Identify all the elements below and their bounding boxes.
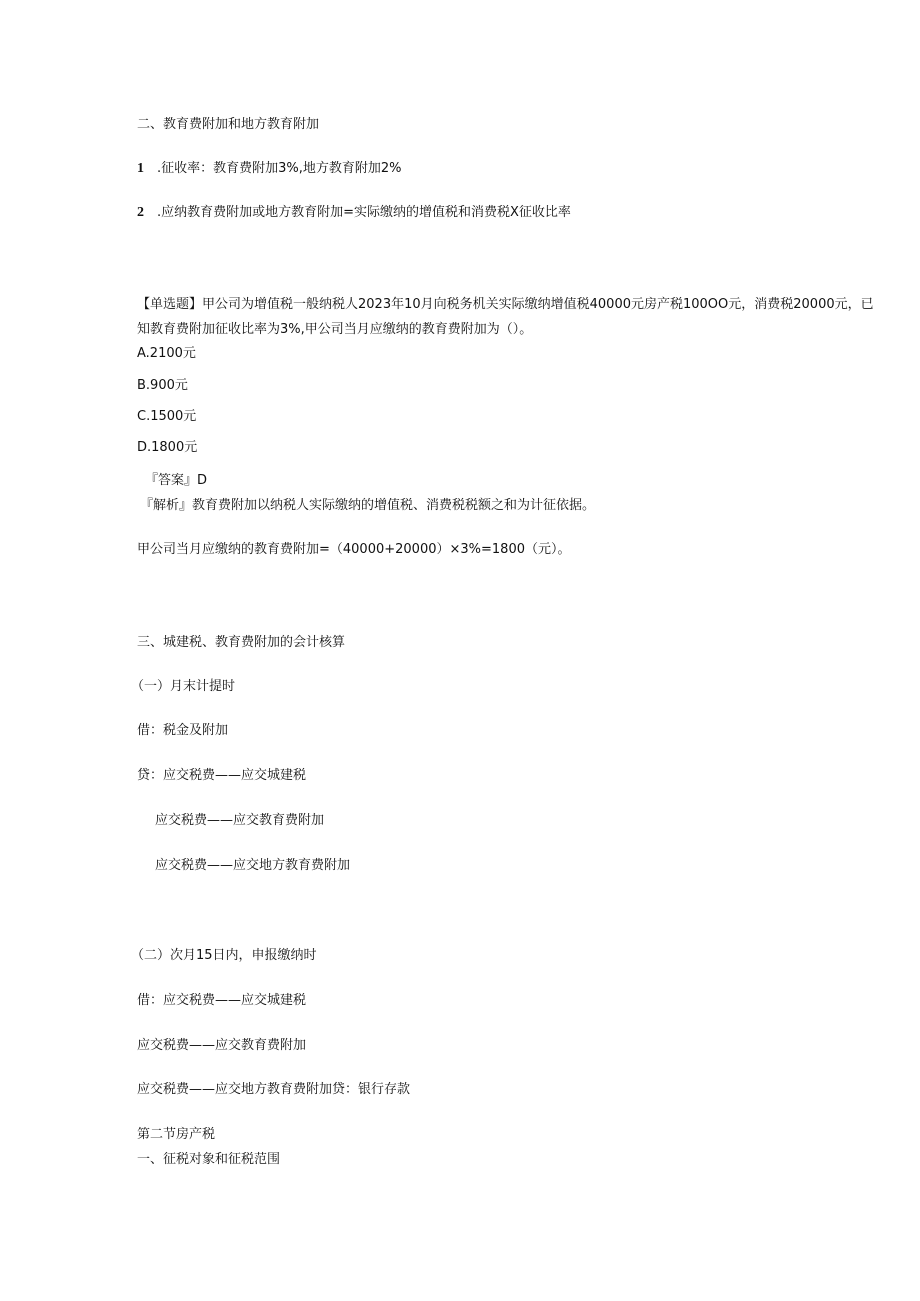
calculation: 甲公司当月应缴纳的教育费附加=（40000+20000）×3%=1800（元）。 — [137, 542, 571, 557]
question-stem-line-1: 【单选题】甲公司为增值税一般纳税人2023年10月向税务机关实际缴纳增值税40000元房产税100OO元，消费税20000元，已 — [137, 297, 874, 312]
sub1-title: （一）月末计提时 — [131, 679, 236, 694]
item-text: .征收率：教育费附加3%,地方教育附加2% — [157, 161, 402, 176]
journal-line: 借：应交税费——应交城建税 — [137, 993, 307, 1008]
journal-line: 贷：应交税费——应交城建税 — [137, 768, 307, 783]
answer: 『答案』D — [145, 473, 208, 488]
next-section-subtitle: 一、征税对象和征税范围 — [137, 1152, 281, 1167]
option-c: C.1500元 — [137, 409, 197, 424]
section2-item-2 — [137, 204, 571, 222]
next-section-title: 第二节房产税 — [137, 1127, 216, 1142]
item-number: 2 — [137, 205, 144, 220]
journal-line: 应交税费——应交教育费附加 — [137, 1038, 307, 1053]
sub2-title: （二）次月15日内，申报缴纳时 — [131, 948, 317, 963]
option-a: A.2100元 — [137, 346, 196, 361]
journal-line: 应交税费——应交教育费附加 — [155, 813, 325, 828]
item-text: .应纳教育费附加或地方教育附加=实际缴纳的增值税和消费税X征收比率 — [157, 205, 571, 220]
item-number: 1 — [137, 161, 144, 176]
question-stem-line-2: 知教育费附加征收比率为3%,甲公司当月应缴纳的教育费附加为（）。 — [137, 322, 533, 337]
journal-line: 应交税费——应交地方教育费附加 — [155, 858, 351, 873]
journal-line: 借：税金及附加 — [137, 723, 229, 738]
section3-heading: 三、城建税、教育费附加的会计核算 — [137, 635, 346, 650]
option-b: B.900元 — [137, 378, 188, 393]
journal-line: 应交税费——应交地方教育费附加贷：银行存款 — [137, 1082, 411, 1097]
section2-heading: 二、教育费附加和地方教育附加 — [137, 117, 320, 132]
analysis: 『解析』教育费附加以纳税人实际缴纳的增值税、消费税税额之和为计征依据。 — [140, 498, 596, 513]
option-d: D.1800元 — [137, 440, 198, 455]
section2-item-1 — [137, 160, 402, 178]
